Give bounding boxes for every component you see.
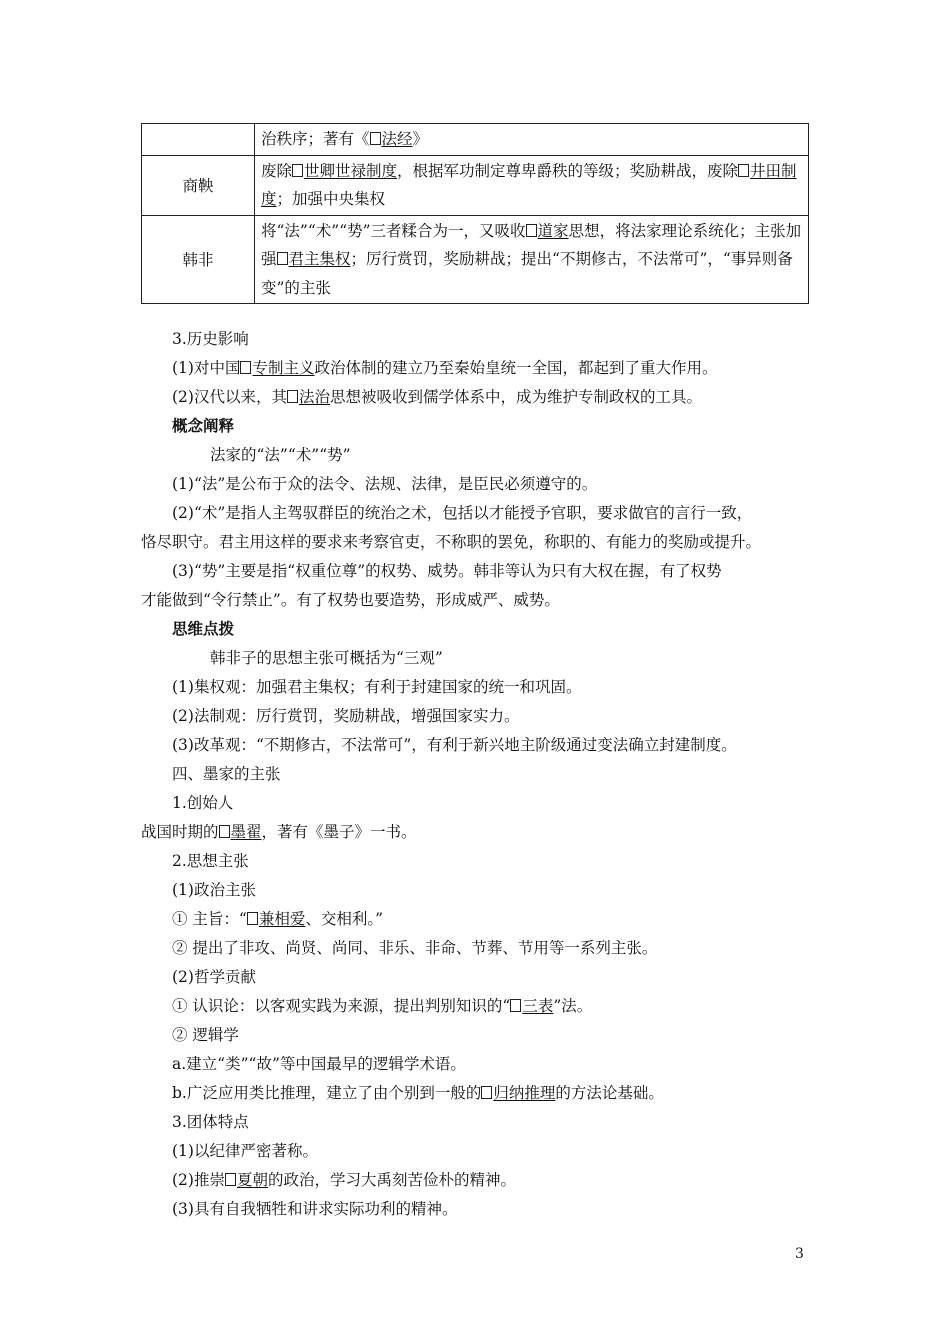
subheading: 2.思想主张 — [172, 852, 249, 870]
subheading: 3.团体特点 — [172, 1113, 249, 1131]
paragraph: (1)“法”是公布于众的法令、法规、法律，是臣民必须遵守的。 — [172, 475, 598, 493]
blank-answer: 兼相爱 — [247, 910, 306, 928]
paragraph: ② 提出了非攻、尚贤、尚同、非乐、非命、节葬、节用等一系列主张。 — [172, 939, 658, 957]
paragraph: b.广泛应用类比推理，建立了由个别到一般的 归纳推理的方法论基础。 — [172, 1084, 664, 1102]
page-number: 3 — [795, 1246, 804, 1262]
box-icon — [287, 390, 298, 403]
think-heading: 思维点拨 — [172, 620, 235, 638]
blank-answer: 专制主义 — [240, 359, 314, 377]
box-icon — [510, 999, 521, 1012]
blank-answer: 墨翟 — [219, 823, 262, 841]
section-heading: 四、墨家的主张 — [172, 765, 281, 783]
paragraph: 恪尽职守。君主用这样的要求来考察官吏，不称职的罢免，称职的、有能力的奖励或提升。 — [141, 533, 762, 551]
blank-answer: 法治 — [287, 388, 330, 406]
paragraph: (2)推崇 夏朝的政治，学习大禹刻苦俭朴的精神。 — [172, 1171, 516, 1189]
blank-answer: 三表 — [510, 997, 553, 1015]
box-icon — [277, 252, 288, 265]
table-cell-content: 将“法”“术”“势”三者糅合为一，又吸收 道家思想，将法家理论系统化；主张加强 君主集权；厉行赏罚，奖励耕战；提出“不期修古，不法常可”，“事异则备变”的主张 — [255, 215, 809, 304]
table-row — [142, 124, 809, 156]
table-row — [142, 155, 809, 215]
blank-answer: 世卿世禄制度 — [292, 162, 397, 180]
box-icon — [738, 164, 749, 177]
subheading: (2)哲学贡献 — [172, 968, 256, 986]
paragraph: (2)“术”是指人主驾驭群臣的统治之术，包括以才能授予官职，要求做官的言行一致， — [172, 504, 753, 522]
box-icon — [292, 164, 303, 177]
concept-subheading: 法家的“法”“术”“势” — [210, 446, 351, 464]
paragraph: a.建立“类”“故”等中国最早的逻辑学术语。 — [172, 1055, 466, 1073]
paragraph: (1)集权观：加强君主集权；有利于封建国家的统一和巩固。 — [172, 678, 582, 696]
blank-answer: 法经 — [370, 130, 413, 148]
concept-heading: 概念阐释 — [172, 417, 235, 435]
box-icon — [370, 132, 381, 145]
box-icon — [247, 912, 258, 925]
box-icon — [240, 361, 251, 374]
blank-answer: 井田制度 — [261, 161, 797, 208]
paragraph: (1)以纪律严密著称。 — [172, 1142, 318, 1160]
section-heading: 3.历史影响 — [172, 330, 249, 348]
table-cell-content: 废除 世卿世禄制度，根据军功制定尊卑爵秩的等级；奖励耕战，废除 井田制度；加强中央集权 — [255, 155, 809, 215]
box-icon — [219, 825, 230, 838]
table-cell-content: 治秩序；著有《 法经》 — [255, 124, 809, 156]
paragraph: (1)对中国 专制主义政治体制的建立乃至秦始皇统一全国，都起到了重大作用。 — [172, 359, 718, 377]
paragraph: (3)改革观：“不期修古，不法常可”，有利于新兴地主阶级通过变法确立封建制度。 — [172, 736, 737, 754]
table-cell-name — [142, 124, 255, 156]
paragraph: ② 逻辑学 — [172, 1026, 239, 1044]
blank-answer: 归纳推理 — [481, 1084, 555, 1102]
subheading: (1)政治主张 — [172, 881, 256, 899]
paragraph: (2)法制观：厉行赏罚，奖励耕战，增强国家实力。 — [172, 707, 520, 725]
blank-answer: 君主集权 — [277, 250, 351, 268]
subheading: 1.创始人 — [172, 794, 234, 812]
paragraph: (3)具有自我牺牲和讲求实际功利的精神。 — [172, 1200, 458, 1218]
box-icon — [526, 224, 537, 237]
table-row — [142, 215, 809, 304]
blank-answer: 道家 — [526, 222, 569, 240]
paragraph: 才能做到“令行禁止”。有了权势也要造势，形成威严、威势。 — [141, 591, 560, 609]
think-subheading: 韩非子的思想主张可概括为“三观” — [210, 649, 443, 667]
box-icon — [481, 1086, 492, 1099]
paragraph: (3)“势”主要是指“权重位尊”的权势、威势。韩非等认为只有大权在握，有了权势 — [172, 562, 722, 580]
paragraph: ① 主旨：“ 兼相爱、交相利。” — [172, 910, 384, 928]
paragraph: 战国时期的 墨翟，著有《墨子》一书。 — [141, 823, 417, 841]
blank-answer: 夏朝 — [225, 1171, 268, 1189]
paragraph: ① 认识论：以客观实践为来源，提出判别知识的“ 三表”法。 — [172, 997, 593, 1015]
table-cell-name: 商鞅 — [142, 155, 255, 215]
schools-table — [141, 123, 809, 304]
table-cell-name: 韩非 — [142, 215, 255, 304]
box-icon — [225, 1173, 236, 1186]
paragraph: (2)汉代以来，其 法治思想被吸收到儒学体系中，成为维护专制政权的工具。 — [172, 388, 702, 406]
